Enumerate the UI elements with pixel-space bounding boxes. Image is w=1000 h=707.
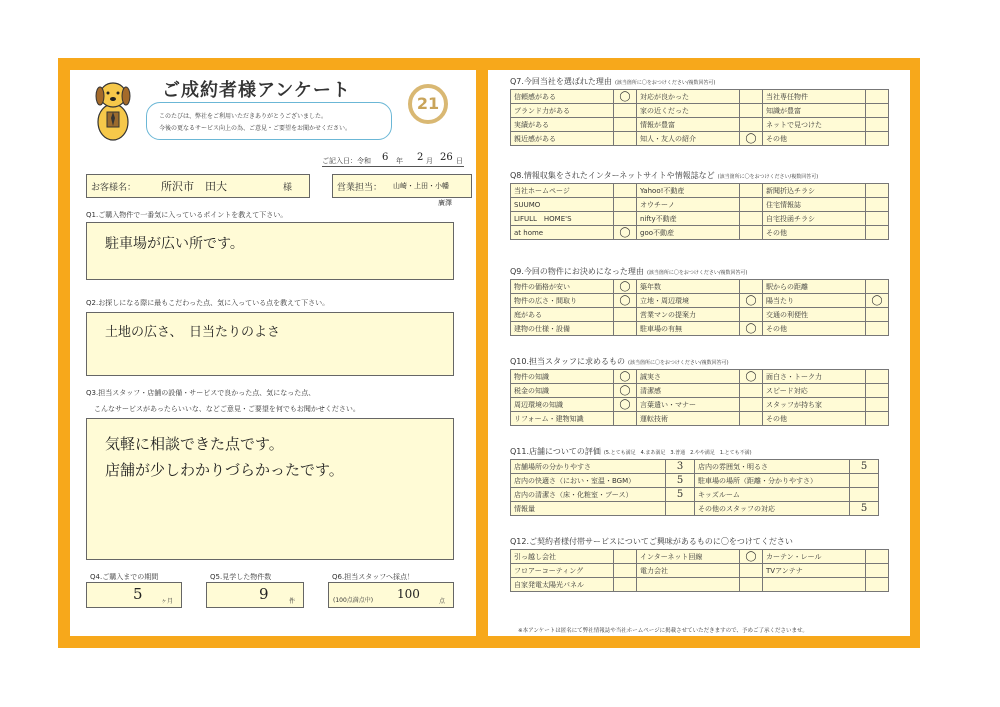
q10-check-cell[interactable]: ◯ [740,370,763,384]
table-row [511,474,879,488]
q10-title: Q10.担当スタッフに求めるもの [510,357,626,366]
q12-check-cell[interactable] [614,550,637,564]
q12-check-cell[interactable] [740,564,763,578]
q12-option-label: TVアンテナ [763,564,866,578]
q7-check-cell[interactable] [866,90,889,104]
q8-option-label: 新聞折込チラシ [763,184,866,198]
q12-check-cell[interactable] [866,578,889,592]
table-row [511,412,889,426]
q8-check-cell[interactable] [866,184,889,198]
q8-check-cell[interactable] [740,226,763,240]
q8-option-label: nifty不動産 [637,212,740,226]
table-row [511,398,889,412]
staff-name-2: 廣澤 [438,199,452,207]
q3-answer-2: 店舗が少しわかりづらかったです。 [105,461,344,479]
q10-check-cell[interactable] [866,384,889,398]
q7-option-label: ネットで見つけた [763,118,866,132]
date-day: 26 [440,152,453,163]
q11-option-label: 店内の快適さ（におい・室温・BGM） [511,474,666,488]
left-page [70,70,476,636]
q5-unit: 件 [289,598,296,605]
q9-check-cell[interactable] [740,308,763,322]
q9-option-label: 立地・周辺環境 [637,294,740,308]
greeting-line-1: このたびは、弊社をご利用いただきありがとうございました。 [159,113,328,120]
q8-check-cell[interactable] [614,184,637,198]
table-row [511,322,889,336]
q9-note: (該当箇所に〇をおつけください/複数回答可) [646,270,748,276]
q10-option-label: 誠実さ [637,370,740,384]
q12-option-label: 自家発電太陽光パネル [511,578,614,592]
q7-option-label: 知識が豊富 [763,104,866,118]
q10-option-label: 物件の知識 [511,370,614,384]
q8-option-label: オウチーノ [637,198,740,212]
q11-option-label: 店内の清潔さ（床・化粧室・ブース） [511,488,666,502]
q12-check-cell[interactable] [614,578,637,592]
q11-option-label: 駐車場の場所（距離・分かりやすさ） [695,474,850,488]
q8-option-label: at home [511,226,614,240]
q3-answer-box[interactable] [86,418,454,560]
q9-option-label: 建物の仕様・設備 [511,322,614,336]
q12-check-cell[interactable]: ◯ [740,550,763,564]
q7-check-cell[interactable] [866,118,889,132]
q8-check-cell[interactable] [740,198,763,212]
q9-check-cell[interactable] [866,308,889,322]
table-row [511,184,889,198]
q2-answer: 土地の広さ、 日当たりのよさ [105,325,280,340]
q9-option-label: 陽当たり [763,294,866,308]
q10-option-label: スタッフが持ち家 [763,398,866,412]
century21-logo: 21 [408,84,448,124]
q10-check-cell[interactable]: ◯ [614,398,637,412]
q9-option-label: 庭がある [511,308,614,322]
date-label: ご記入日：令和 [322,157,371,165]
q9-check-cell[interactable] [614,308,637,322]
q8-table [510,183,889,240]
q8-check-cell[interactable]: ◯ [614,226,637,240]
q11-option-label: 店舗場所の分かりやすさ [511,460,666,474]
q9-option-label: 駐車場の有無 [637,322,740,336]
q8-note: (該当箇所に〇をおつけください/複数回答可) [717,174,819,180]
table-row [511,198,889,212]
q7-check-cell[interactable] [866,132,889,146]
q12-option-label: インターネット回線 [637,550,740,564]
q7-table [510,89,889,146]
q6-text: Q6.担当スタッフへ採点！ [332,573,415,581]
footer-note: ※本アンケートは匿名にて弊社情報誌や当社ホームページに掲載させていただきますので、予めご了承くださいませ。 [518,628,808,634]
q7-check-cell[interactable] [740,104,763,118]
q7-option-label: 信頼感がある [511,90,614,104]
customer-label: お客様名： [91,183,137,193]
q10-check-cell[interactable] [740,412,763,426]
q4-answer-box[interactable] [86,582,182,608]
q8-check-cell[interactable] [866,212,889,226]
q12-title: Q12.ご契約者様付帯サービスについてご興味があるものに〇をつけてください [510,537,793,546]
q10-check-cell[interactable] [866,370,889,384]
q12-option-label: 引っ越し会社 [511,550,614,564]
q12-check-cell[interactable] [614,564,637,578]
q5-answer-box[interactable] [206,582,304,608]
q3-answer-1: 気軽に相談できた点です。 [105,435,284,453]
table-row [511,384,889,398]
q9-heading [510,266,747,277]
q11-score-cell[interactable]: 5 [850,460,879,474]
q10-heading [510,356,729,367]
q11-option-label: 情報量 [511,502,666,516]
q12-option-label [637,578,740,592]
q7-check-cell[interactable] [866,104,889,118]
q7-check-cell[interactable]: ◯ [740,132,763,146]
q4-unit: ヶ月 [161,598,174,605]
q8-option-label: Yahoo!不動産 [637,184,740,198]
q1-answer: 駐車場が広い所です。 [105,236,244,252]
table-row [511,488,879,502]
q9-table [510,279,889,336]
q9-check-cell[interactable]: ◯ [614,294,637,308]
q11-score-cell[interactable] [850,474,879,488]
q8-option-label: その他 [763,226,866,240]
date-month: 2 [417,152,424,163]
q10-option-label: スピード対応 [763,384,866,398]
q7-title: Q7.今回当社を選ばれた理由 [510,77,612,86]
q10-option-label: リフォーム・建物知識 [511,412,614,426]
q12-option-label [763,578,866,592]
q7-option-label: 知人・友人の紹介 [637,132,740,146]
q8-option-label: 住宅情報誌 [763,198,866,212]
staff-name-field[interactable] [332,174,472,198]
q10-option-label: 面白さ・トーク力 [763,370,866,384]
q7-check-cell[interactable] [740,90,763,104]
table-row [511,370,889,384]
q9-option-label: その他 [763,322,866,336]
customer-name: 所沢市 田大 [161,180,227,193]
table-row [511,280,889,294]
q8-check-cell[interactable] [740,212,763,226]
q9-check-cell[interactable] [614,322,637,336]
q9-check-cell[interactable]: ◯ [740,322,763,336]
q10-check-cell[interactable]: ◯ [614,370,637,384]
q4-answer: 5 [133,585,143,603]
q10-option-label: 税金の知識 [511,384,614,398]
q11-score-cell[interactable] [666,502,695,516]
q10-table [510,369,889,426]
table-row [511,308,889,322]
q8-check-cell[interactable] [614,212,637,226]
q3-text-2: こんなサービスがあったらいいな、などご意見・ご要望を何でもお聞かせください。 [94,405,360,413]
q7-option-label: 当社専任物件 [763,90,866,104]
q2-answer-box[interactable] [86,312,454,376]
table-row [511,104,889,118]
q10-check-cell[interactable]: ◯ [614,384,637,398]
date-underline [322,166,464,167]
q5-answer: 9 [259,585,269,603]
table-row [511,90,889,104]
q10-check-cell[interactable] [740,384,763,398]
q8-check-cell[interactable] [866,198,889,212]
q7-note: (該当箇所に〇をおつけください/複数回答可) [614,80,716,86]
right-page [488,70,910,636]
table-row [511,132,889,146]
q1-answer-box[interactable] [86,222,454,280]
q7-option-label: 家の近くだった [637,104,740,118]
q11-table [510,459,879,516]
q9-check-cell[interactable] [740,280,763,294]
q7-option-label: その他 [763,132,866,146]
year-unit: 年 [396,157,403,165]
q11-option-label: 店内の雰囲気・明るさ [695,460,850,474]
month-unit: 月 [426,157,433,165]
greeting-line-2: 今後の更なるサービス向上の為、ご意見・ご要望をお聞かせください。 [159,125,352,132]
date-year: 6 [382,152,389,163]
table-row [511,460,879,474]
q8-title: Q8.情報収集をされたインターネットサイトや情報誌など [510,171,715,180]
q8-option-label: 自宅投函チラシ [763,212,866,226]
q12-check-cell[interactable] [866,564,889,578]
q9-option-label: 物件の広さ・間取り [511,294,614,308]
q12-option-label: フロアーコーティング [511,564,614,578]
q7-check-cell[interactable]: ◯ [614,90,637,104]
q1-text: Q1.ご購入物件で一番気に入っているポイントを教えて下さい。 [86,211,288,219]
q10-option-label: 周辺環境の知識 [511,398,614,412]
q10-option-label: 言葉遣い・マナー [637,398,740,412]
q9-check-cell[interactable] [866,322,889,336]
q6-note: (100点満点中) [333,597,374,604]
q9-title: Q9.今回の物件にお決めになった理由 [510,267,644,276]
q9-check-cell[interactable]: ◯ [866,294,889,308]
staff-name: 山崎・上田・小幡 [393,182,449,190]
q11-score-cell[interactable]: 5 [666,488,695,502]
q9-option-label: 築年数 [637,280,740,294]
q8-option-label: goo不動産 [637,226,740,240]
q7-heading [510,76,715,87]
q10-check-cell[interactable] [740,398,763,412]
table-row [511,118,889,132]
table-row [511,294,889,308]
q11-note: (5.とても満足 4.まあ満足 3.普通 2.やや満足 1.とても不満) [603,450,752,456]
q10-option-label: 運転技術 [637,412,740,426]
q12-heading [510,536,796,547]
q11-option-label: キッズルーム [695,488,850,502]
q8-check-cell[interactable] [740,184,763,198]
q7-option-label: 対応が良かった [637,90,740,104]
q10-check-cell[interactable] [614,412,637,426]
q8-heading [510,170,818,181]
q7-option-label: 親近感がある [511,132,614,146]
q6-unit: 点 [439,598,446,605]
table-row [511,564,889,578]
q7-check-cell[interactable] [614,132,637,146]
q9-option-label: 物件の価格が安い [511,280,614,294]
q10-option-label: 清潔感 [637,384,740,398]
customer-suffix: 様 [283,183,293,193]
survey-title: ご成約者様アンケート [162,80,351,101]
q8-check-cell[interactable] [866,226,889,240]
q6-answer-box[interactable] [328,582,454,608]
q9-check-cell[interactable]: ◯ [614,280,637,294]
table-row [511,578,889,592]
q9-option-label: 営業マンの提案力 [637,308,740,322]
staff-label: 営業担当： [337,183,383,193]
table-row [511,226,889,240]
q6-answer: 100 [397,587,420,601]
q7-check-cell[interactable] [740,118,763,132]
q10-option-label: その他 [763,412,866,426]
q5-text: Q5.見学した物件数 [210,573,272,581]
q3-text-1: Q3.担当スタッフ・店舗の設備・サービスで良かった点、気になった点、 [86,389,316,397]
q9-check-cell[interactable]: ◯ [740,294,763,308]
q7-check-cell[interactable] [614,118,637,132]
q11-title: Q11.店舗についての評価 [510,447,601,456]
q9-option-label: 交通の利便性 [763,308,866,322]
table-row [511,502,879,516]
q11-score-cell[interactable]: 3 [666,460,695,474]
q8-option-label: SUUMO [511,198,614,212]
q11-score-cell[interactable]: 5 [666,474,695,488]
q11-score-cell[interactable] [850,488,879,502]
greeting-bubble [146,102,392,140]
q7-check-cell[interactable] [614,104,637,118]
q12-check-cell[interactable] [866,550,889,564]
q4-text: Q4.ご購入までの期間 [90,573,159,581]
q7-option-label: 実績がある [511,118,614,132]
q12-option-label: カーテン・レール [763,550,866,564]
dog-mascot-icon [90,78,136,142]
q7-option-label: 情報が豊富 [637,118,740,132]
customer-name-field[interactable] [86,174,310,198]
q10-check-cell[interactable] [866,412,889,426]
q2-text: Q2.お探しになる際に最もこだわった点、気に入っている点を教えて下さい。 [86,299,330,307]
q12-table [510,549,889,592]
q8-option-label: LIFULL HOME'S [511,212,614,226]
q10-check-cell[interactable] [866,398,889,412]
table-row [511,212,889,226]
q8-check-cell[interactable] [614,198,637,212]
q8-option-label: 当社ホームページ [511,184,614,198]
q11-option-label: その他のスタッフの対応 [695,502,850,516]
q10-note: (該当箇所に〇をおつけください/複数回答可) [628,360,729,366]
q12-option-label: 電力会社 [637,564,740,578]
q11-score-cell[interactable]: 5 [850,502,879,516]
q11-heading [510,446,752,457]
q7-option-label: ブランド力がある [511,104,614,118]
q9-check-cell[interactable] [866,280,889,294]
q9-option-label: 駅からの距離 [763,280,866,294]
q12-check-cell[interactable] [740,578,763,592]
table-row [511,550,889,564]
day-unit: 日 [456,157,463,165]
